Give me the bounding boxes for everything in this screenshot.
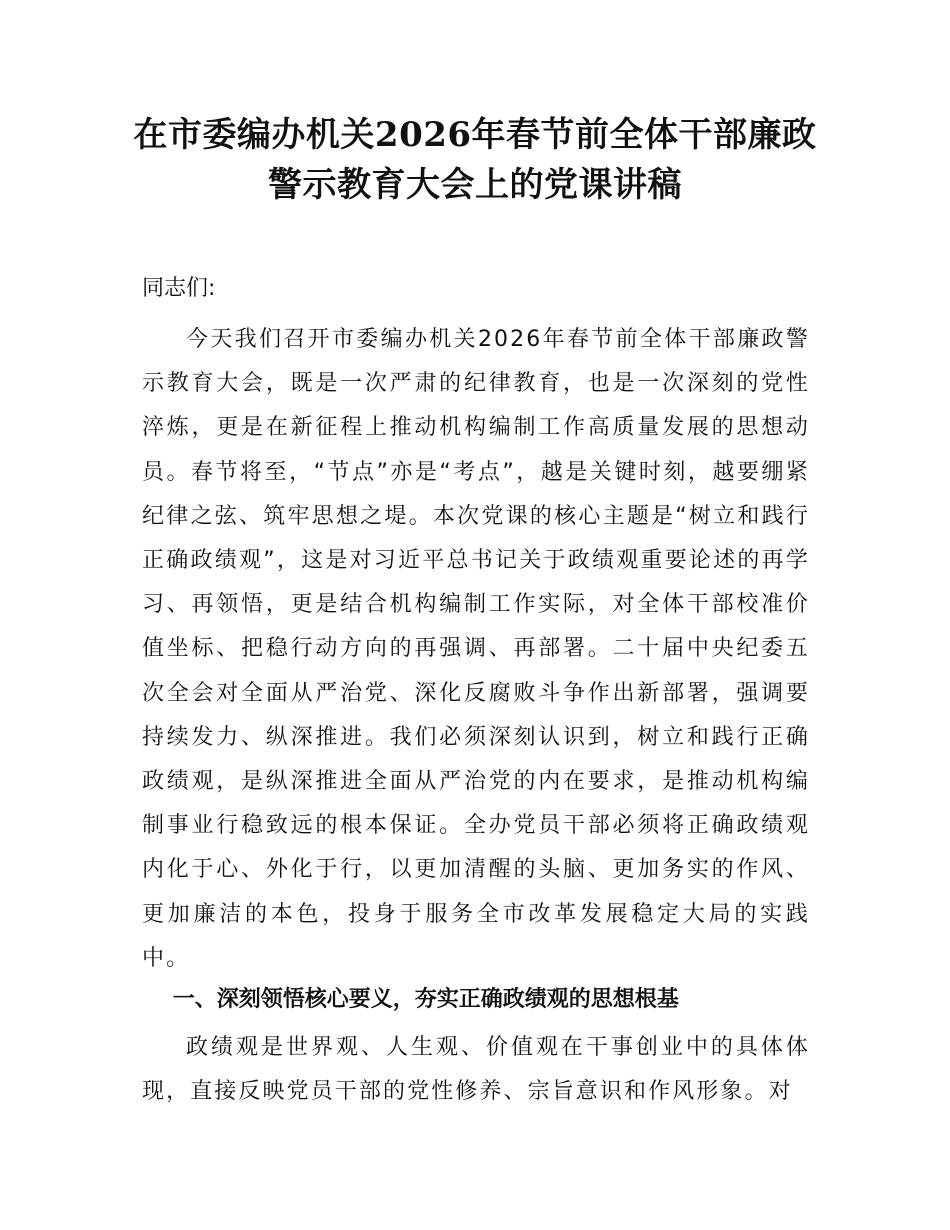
- title-line-2: 警示教育大会上的党课讲稿: [268, 165, 682, 205]
- document-title: [120, 110, 830, 210]
- section-1-paragraph: 政绩观是世界观、人生观、价值观在干事创业中的具体体现，直接反映党员干部的党性修养、宗旨意识和作风形象。对: [142, 1035, 810, 1105]
- salutation: 同志们:: [142, 276, 216, 301]
- title-line-1: 在市委编办机关2026年春节前全体干部廉政: [133, 115, 817, 155]
- opening-paragraph: 今天我们召开市委编办机关2026年春节前全体干部廉政警示教育大会，既是一次严肃的纪律教育，也是一次深刻的党性淬炼，更是在新征程上推动机构编制工作高质量发展的思想动员。春节将至，“节点”亦是“考点”，越是关键时刻，越要绷紧纪律之弦、筑牢思想之堤。本次党课的核心主题是“树立和践行正确政绩观”，这是对习近平总书记关于政绩观重要论述的再学习、再领悟，更是结合机构编制工作实际，对全体干部校准价值坐标、把稳行动方向的再强调、再部署。二十届中央纪委五次全会对全面从严治党、深化反腐败斗争作出新部署，强调要持续发力、纵深推进。我们必须深刻认识到，树立和践行正确政绩观，是纵深推进全面从严治党的内在要求，是推动机构编制事业行稳致远的根本保证。全办党员干部必须将正确政绩观内化于心、外化于行，以更加清醒的头脑、更加务实的作风、更加廉洁的本色，投身于服务全市改革发展稳定大局的实践中。: [142, 327, 810, 971]
- section-heading-1: 一、深刻领悟核心要义，夯实正确政绩观的思想根基: [172, 987, 679, 1012]
